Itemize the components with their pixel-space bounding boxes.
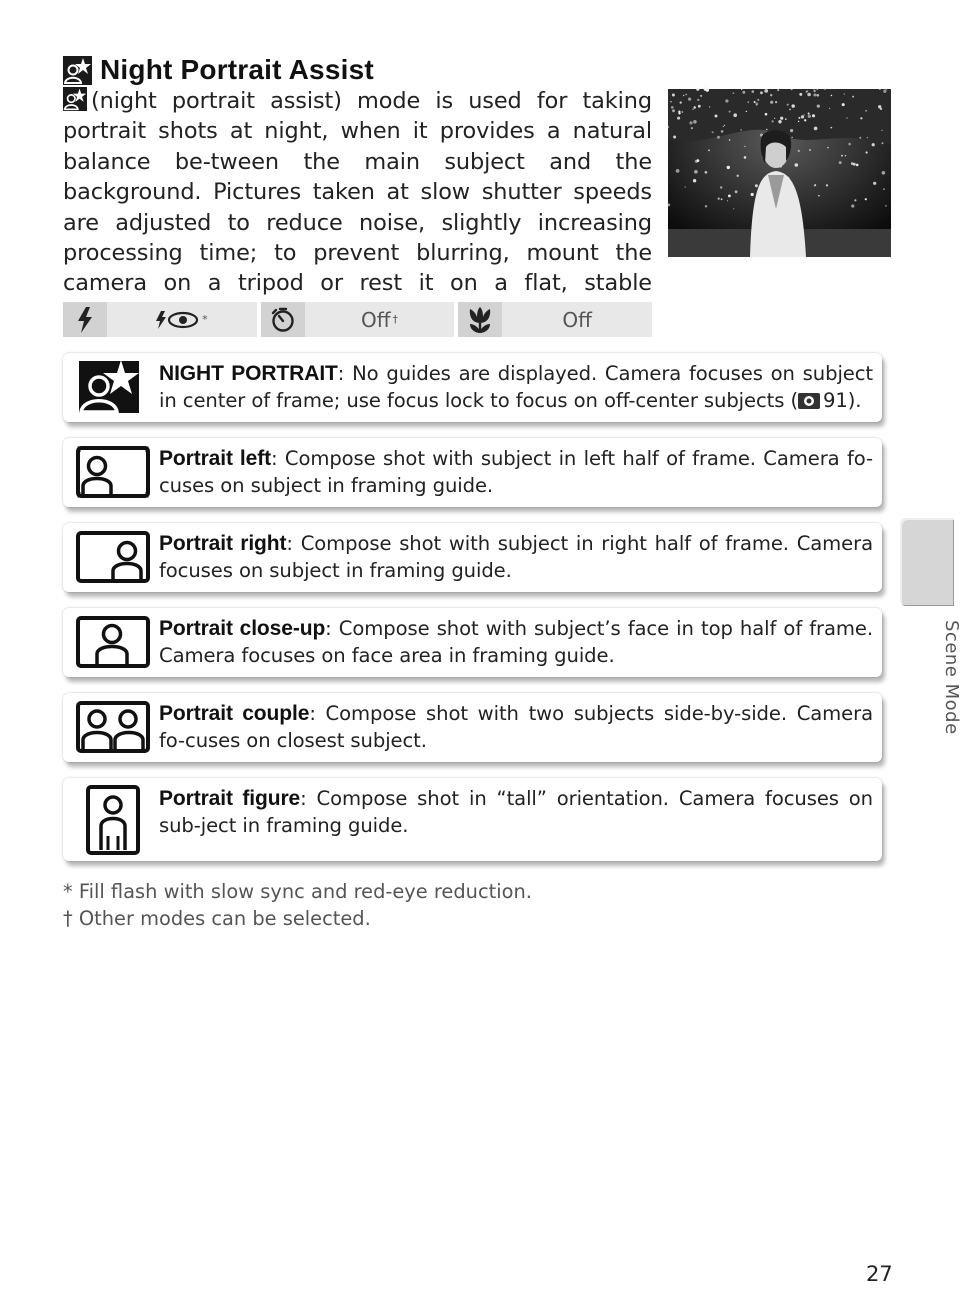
footnote-other-modes: † Other modes can be selected.	[63, 907, 371, 930]
bokeh-light	[865, 110, 867, 112]
bokeh-light	[764, 89, 768, 93]
bokeh-light	[860, 117, 862, 119]
bokeh-light	[791, 88, 793, 90]
bokeh-light	[866, 151, 868, 153]
bokeh-light	[742, 91, 745, 94]
bokeh-light	[725, 99, 728, 102]
bokeh-light	[681, 111, 683, 113]
asterisk-mark: *	[202, 313, 208, 326]
bokeh-light	[809, 149, 811, 151]
bokeh-light	[856, 164, 859, 167]
guide-card-portrait-couple	[63, 693, 882, 762]
bokeh-light	[740, 129, 741, 130]
bokeh-light	[845, 155, 846, 156]
footnote-flash: * Fill flash with slow sync and red-eye reduction.	[63, 880, 532, 903]
bokeh-light	[693, 120, 697, 124]
bokeh-light	[827, 147, 829, 149]
bokeh-light	[765, 113, 768, 116]
portrait-couple-icon	[75, 699, 151, 755]
bokeh-light	[709, 106, 710, 107]
bokeh-light	[747, 101, 749, 103]
bokeh-light	[774, 118, 775, 119]
bokeh-light	[729, 111, 731, 113]
bokeh-light	[831, 95, 833, 97]
bokeh-light	[689, 121, 692, 124]
bokeh-light	[672, 94, 675, 97]
bokeh-light	[882, 171, 886, 175]
macro-icon	[466, 306, 494, 334]
bokeh-light	[715, 115, 718, 118]
bokeh-light	[792, 104, 795, 107]
bokeh-light	[846, 117, 847, 118]
bokeh-light	[760, 91, 763, 94]
page-title-text: Night Portrait Assist	[100, 54, 374, 85]
guide-label: Portrait close-up	[159, 617, 326, 640]
bokeh-light	[733, 113, 737, 117]
bokeh-light	[881, 130, 882, 131]
bokeh-light	[683, 95, 684, 96]
bokeh-light	[798, 121, 799, 122]
bokeh-light	[854, 199, 856, 201]
portrait-left-icon	[75, 444, 151, 500]
bokeh-light	[694, 170, 698, 174]
bokeh-light	[808, 115, 811, 118]
bokeh-light	[721, 198, 723, 200]
flash-setting	[63, 302, 257, 337]
bokeh-light	[790, 129, 793, 132]
bokeh-light	[839, 161, 842, 164]
self-timer-icon	[270, 307, 296, 333]
intro-text: (night portrait assist) mode is used for taking portrait shots at night, when it provides a natural balance be-tween the main subject and the background. Pictures taken at slow shutter speeds are adjusted to reduce noise, slightly increasing processing time; to prevent blurring, mount the camera on a tripod or rest it on a flat, stable	[63, 88, 652, 297]
bokeh-light	[865, 198, 867, 200]
guide-card-night-portrait	[63, 353, 882, 422]
guide-description: Portrait couple: Compose shot with two subjects side-by-side. Camera fo-cuses on closest subject.	[159, 702, 873, 752]
bokeh-light	[671, 106, 674, 109]
guide-card-portrait-right	[63, 523, 882, 592]
bokeh-light	[853, 163, 856, 166]
bokeh-light	[744, 146, 745, 147]
bokeh-light	[696, 88, 699, 91]
bokeh-light	[698, 105, 701, 108]
bokeh-light	[807, 93, 811, 97]
night-scene-photo	[668, 89, 891, 257]
bokeh-light	[772, 120, 774, 122]
night-portrait-icon	[75, 359, 141, 415]
flash-icon	[76, 307, 94, 333]
bokeh-light	[697, 159, 700, 162]
bokeh-light	[728, 195, 731, 198]
bokeh-light	[755, 102, 758, 105]
bokeh-light	[694, 106, 696, 108]
bokeh-light	[688, 98, 691, 101]
bokeh-light	[723, 126, 724, 127]
bokeh-light	[729, 139, 731, 141]
bokeh-light	[813, 89, 814, 90]
guide-label: Portrait figure	[159, 787, 301, 810]
bokeh-light	[886, 88, 887, 89]
bokeh-light	[787, 104, 789, 106]
bokeh-light	[670, 101, 672, 103]
bokeh-light	[872, 143, 875, 146]
bokeh-light	[812, 114, 815, 117]
intro-paragraph	[63, 86, 652, 329]
bokeh-light	[775, 101, 777, 103]
bokeh-light	[667, 126, 669, 128]
bokeh-light	[777, 89, 779, 91]
bokeh-light	[700, 95, 702, 97]
bokeh-light	[818, 195, 820, 197]
bokeh-light	[816, 88, 818, 90]
bokeh-light	[878, 105, 881, 108]
macro-value: Off	[562, 307, 592, 332]
bokeh-light	[882, 142, 884, 144]
self-timer-setting	[261, 302, 455, 337]
bokeh-light	[780, 117, 783, 120]
bokeh-light	[785, 118, 787, 120]
sample-photo	[668, 89, 891, 257]
bokeh-light	[705, 205, 707, 207]
bokeh-light	[801, 115, 804, 118]
bokeh-light	[830, 127, 832, 129]
red-eye-flash-icon	[156, 310, 200, 330]
bokeh-light	[813, 94, 816, 97]
bokeh-light	[791, 137, 793, 139]
bokeh-light	[741, 89, 742, 90]
guide-label: Portrait couple	[159, 702, 310, 725]
bokeh-light	[798, 117, 800, 119]
bokeh-light	[826, 184, 828, 186]
guide-label: Portrait left	[159, 447, 271, 470]
guide-card-portrait-close-up	[63, 608, 882, 677]
bokeh-light	[727, 166, 730, 169]
guide-description: Portrait figure: Compose shot in “tall” orientation. Camera focuses on sub-ject in framing guide.	[159, 787, 873, 837]
bokeh-light	[685, 94, 687, 96]
bokeh-light	[813, 90, 815, 92]
bokeh-light	[678, 111, 680, 113]
bokeh-light	[883, 90, 886, 93]
bokeh-light	[697, 99, 699, 101]
bokeh-light	[727, 200, 728, 201]
dagger-mark: †	[392, 313, 399, 326]
bokeh-light	[841, 155, 843, 157]
portrait-figure-icon	[75, 784, 151, 856]
macro-setting	[458, 302, 652, 337]
bokeh-light	[705, 171, 708, 174]
reference-page: 91	[823, 389, 848, 412]
bokeh-light	[744, 156, 747, 159]
guide-description: Portrait close-up: Compose shot with subject’s face in top half of frame. Camera focuses on face area in framing guide.	[159, 617, 873, 667]
bokeh-light	[704, 87, 707, 90]
guide-card-portrait-left	[63, 438, 882, 507]
bokeh-light	[804, 119, 806, 121]
bokeh-light	[733, 92, 735, 94]
bokeh-light	[798, 150, 800, 152]
bokeh-light	[712, 131, 714, 133]
bokeh-light	[851, 204, 854, 207]
self-timer-value: Off	[360, 307, 391, 332]
bokeh-light	[685, 186, 686, 187]
bokeh-light	[789, 109, 791, 111]
bokeh-light	[795, 163, 799, 167]
bokeh-light	[755, 184, 758, 187]
bokeh-light	[672, 109, 675, 112]
section-tab	[900, 518, 954, 606]
bokeh-light	[879, 88, 881, 90]
bokeh-light	[673, 136, 676, 139]
bokeh-light	[770, 101, 773, 104]
bokeh-light	[721, 130, 724, 133]
bokeh-light	[808, 113, 810, 115]
bokeh-light	[848, 143, 851, 146]
bokeh-light	[873, 182, 876, 185]
bokeh-light	[852, 96, 854, 98]
bokeh-light	[824, 88, 826, 90]
portrait-right-icon	[75, 529, 151, 585]
bokeh-light	[735, 190, 738, 193]
bokeh-light	[751, 193, 754, 196]
bokeh-light	[803, 114, 804, 115]
bokeh-light	[717, 136, 720, 139]
bokeh-light	[677, 117, 680, 120]
bokeh-light	[676, 169, 680, 173]
page-number: 27	[866, 1262, 893, 1286]
guide-label: NIGHT PORTRAIT	[159, 362, 338, 385]
bokeh-light	[691, 127, 693, 129]
bokeh-light	[752, 90, 755, 93]
bokeh-light	[720, 186, 722, 188]
bokeh-light	[724, 125, 725, 126]
bokeh-light	[718, 198, 720, 200]
bokeh-light	[844, 93, 846, 95]
bokeh-light	[867, 137, 868, 138]
bokeh-light	[693, 179, 696, 182]
settings-bar	[63, 302, 652, 337]
bokeh-light	[667, 204, 670, 207]
bokeh-light	[778, 120, 781, 123]
section-tab-label: Scene Mode	[941, 620, 962, 735]
guide-label: Portrait right	[159, 532, 287, 555]
bokeh-light	[757, 99, 759, 101]
bokeh-light	[829, 108, 830, 109]
guide-description: Portrait right: Compose shot with subject in right half of frame. Camera focuses on subject in framing guide.	[159, 532, 873, 582]
reference-page-icon	[798, 392, 820, 410]
guide-description: NIGHT PORTRAIT: No guides are displayed. Camera focuses on subject in center of frame; use focus lock to focus on off-center subjects ( 91).	[159, 362, 873, 412]
guide-description: Portrait left: Compose shot with subject in left half of frame. Camera fo-cuses on subject in framing guide.	[159, 447, 873, 497]
bokeh-light	[806, 91, 807, 92]
night-portrait-icon	[63, 56, 92, 85]
bokeh-light	[746, 111, 747, 112]
portrait-close-up-icon	[75, 614, 151, 670]
bokeh-light	[692, 109, 693, 110]
night-portrait-icon	[63, 87, 87, 111]
bokeh-light	[799, 93, 802, 96]
guide-card-portrait-figure	[63, 778, 882, 861]
page-title	[63, 52, 374, 88]
bokeh-light	[733, 208, 734, 209]
bokeh-light	[770, 94, 772, 96]
bokeh-light	[814, 127, 818, 131]
bokeh-light	[754, 101, 756, 103]
bokeh-light	[814, 185, 816, 187]
bokeh-light	[883, 188, 885, 190]
bokeh-light	[708, 150, 710, 152]
bokeh-light	[680, 101, 682, 103]
bokeh-light	[885, 205, 887, 207]
bokeh-light	[766, 129, 767, 130]
bokeh-light	[817, 105, 820, 108]
bokeh-light	[842, 103, 845, 106]
bokeh-light	[737, 175, 739, 177]
bokeh-light	[817, 94, 820, 97]
bokeh-light	[859, 137, 861, 139]
